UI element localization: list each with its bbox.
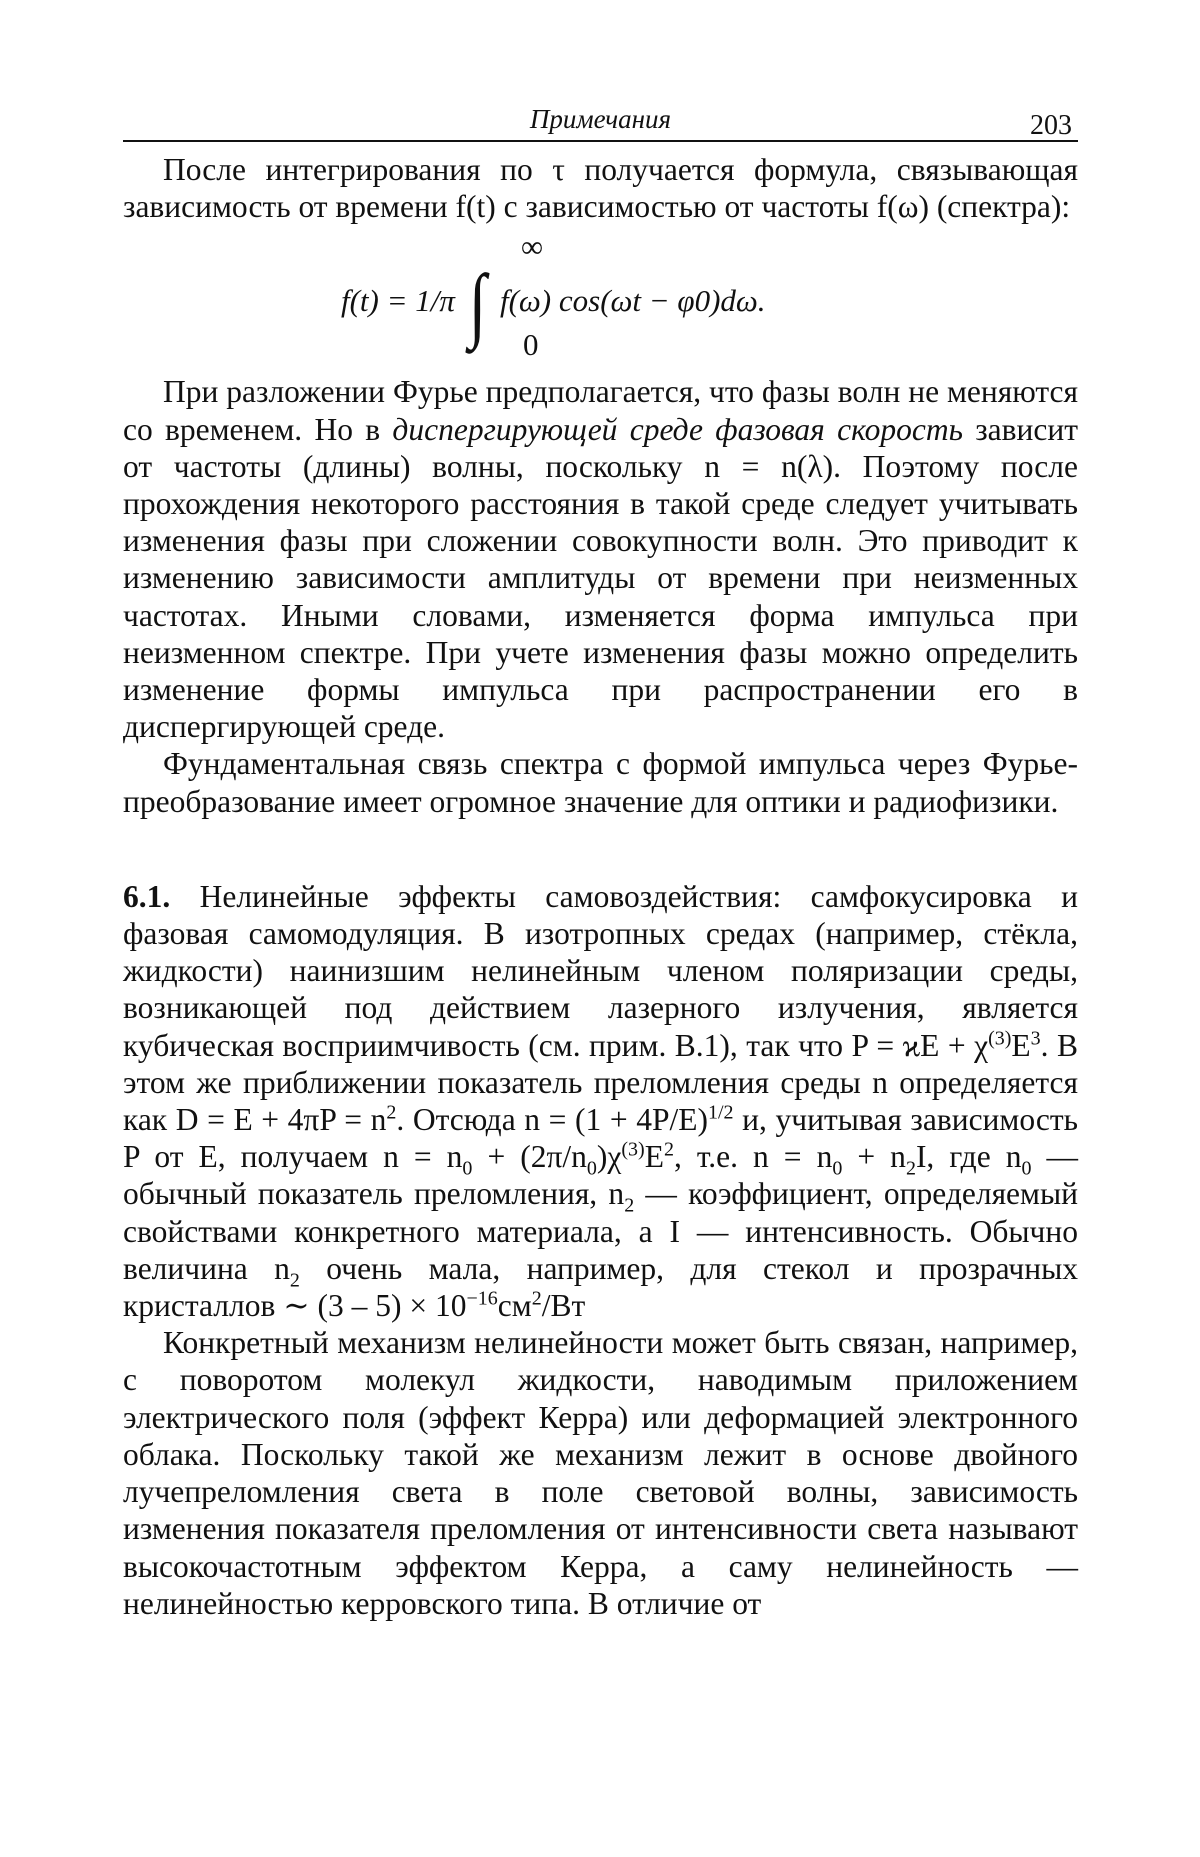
formula-lhs: f(t) = 1/π <box>341 283 455 319</box>
s-sub: 0 <box>832 1157 843 1180</box>
s-sup: 2 <box>386 1101 397 1124</box>
s-text: /Вт <box>541 1288 586 1324</box>
s-sub: 2 <box>624 1194 635 1217</box>
s-text: — коэффициент, определяемый свойствами конкретного материала, а I — интенсивность. Обычно величина n <box>123 1176 1078 1286</box>
s-sub: 2 <box>289 1269 300 1292</box>
page-header <box>123 96 1078 142</box>
s-text: Нелинейные эффекты самовоздействия: самфокусировка и фазовая самомодуляция. В изотропных средах (например, стёкла, жидкости) наинизшим нелинейным членом поляризации среды, возникающей под действием лазерного излучения, является кубическая восприимчивость (см. прим. В.1), так что P = ϰE + χ <box>123 878 1078 1063</box>
formula-integrand: f(ω) cos(ωt − φ0)dω. <box>499 283 766 319</box>
integral-sign: ∫ <box>468 257 487 350</box>
s-sup: (3) <box>988 1027 1012 1050</box>
s-text: E <box>644 1139 664 1175</box>
s-sup: 3 <box>1030 1027 1041 1050</box>
s-sup: −16 <box>466 1287 498 1310</box>
s-sup: 1/2 <box>708 1101 734 1124</box>
s-text: I, где n <box>915 1139 1022 1175</box>
s-text: , т.е. n = n <box>673 1139 833 1175</box>
section-number: 6.1. <box>123 878 171 914</box>
paragraph-fourier-phase <box>123 373 1078 745</box>
paragraph-integration: После интегрирования по τ получается формула, связывающая зависимость от времени f(t) с зависимостью от частоты f(ω) (спектра): <box>123 152 1078 225</box>
s-text: см <box>497 1288 532 1324</box>
s-sub: 0 <box>462 1157 473 1180</box>
section-gap <box>123 820 1078 878</box>
s-text: + n <box>842 1139 906 1175</box>
para2-part1: При разложении Фурье предполагается, что фазы волн не меняются со временем. Но в <box>123 374 1078 447</box>
page <box>123 96 1078 1622</box>
para2-part2: зависит от частоты (длины) волны, поскольку n = n(λ). Поэтому после прохождения некоторого расстояния в такой среде следует учитывать изменения фазы при сложении совокупности волн. Это приводит к изменению зависимости амплитуды от времени при неизменных частотах. Иными словами, изменяется форма импульса при неизменном спектре. При учете изменения фазы можно определить изменение формы импульса при распространении его в диспергирующей среде. <box>123 411 1078 745</box>
s-sup: 2 <box>663 1138 674 1161</box>
para2-emphasis: диспергирующей среде фазовая скорость <box>392 411 963 447</box>
s-text: . В этом же приближении показатель преломления среды n определяется как D = E + 4πP = n <box>123 1027 1078 1138</box>
s-text: . Отсюда n = (1 + 4P/E) <box>396 1102 708 1138</box>
fourier-formula <box>123 225 1078 373</box>
running-title: Примечания <box>529 104 672 134</box>
s-text: и, учитывая зависимость P от E, получаем n = n <box>123 1102 1078 1175</box>
paragraph-section-6-1 <box>123 878 1078 1324</box>
integral-lower-limit: 0 <box>523 327 539 363</box>
s-text: — обычный показатель преломления, n <box>123 1139 1079 1212</box>
s-sub: 0 <box>1021 1157 1032 1180</box>
integral-upper-limit: ∞ <box>521 229 544 265</box>
paragraph-kerr-mechanism: Конкретный механизм нелинейности может быть связан, например, с поворотом молекул жидкости, наводимым приложением электрического поля (эффект Керра) или деформацией электронного облака. Поскольку такой же механизм лежит в основе двойного лучепреломления света в поле световой волны, зависимость изменения показателя преломления от интенсивности света называют высокочастотным эффектом Керра, а саму нелинейность — нелинейностью керровского типа. В отличие от <box>123 1325 1078 1621</box>
s-text: E <box>1011 1027 1031 1063</box>
s-sup: (3) <box>621 1138 645 1161</box>
formula-body <box>341 257 766 350</box>
paragraph-fundamental: Фундаментальная связь спектра с формой импульса через Фурье-преобразование имеет огромное значение для оптики и радиофизики. <box>123 746 1078 819</box>
s-text: очень мала, например, для стекол и прозрачных кристаллов ∼ (3 – 5) × 10 <box>123 1250 1078 1324</box>
s-sub: 2 <box>905 1157 916 1180</box>
s-text: )χ <box>596 1139 622 1175</box>
s-sub: 0 <box>586 1157 597 1180</box>
s-sup: 2 <box>531 1287 542 1310</box>
page-number: 203 <box>1030 110 1072 141</box>
s-text: + (2π/n <box>472 1139 587 1175</box>
